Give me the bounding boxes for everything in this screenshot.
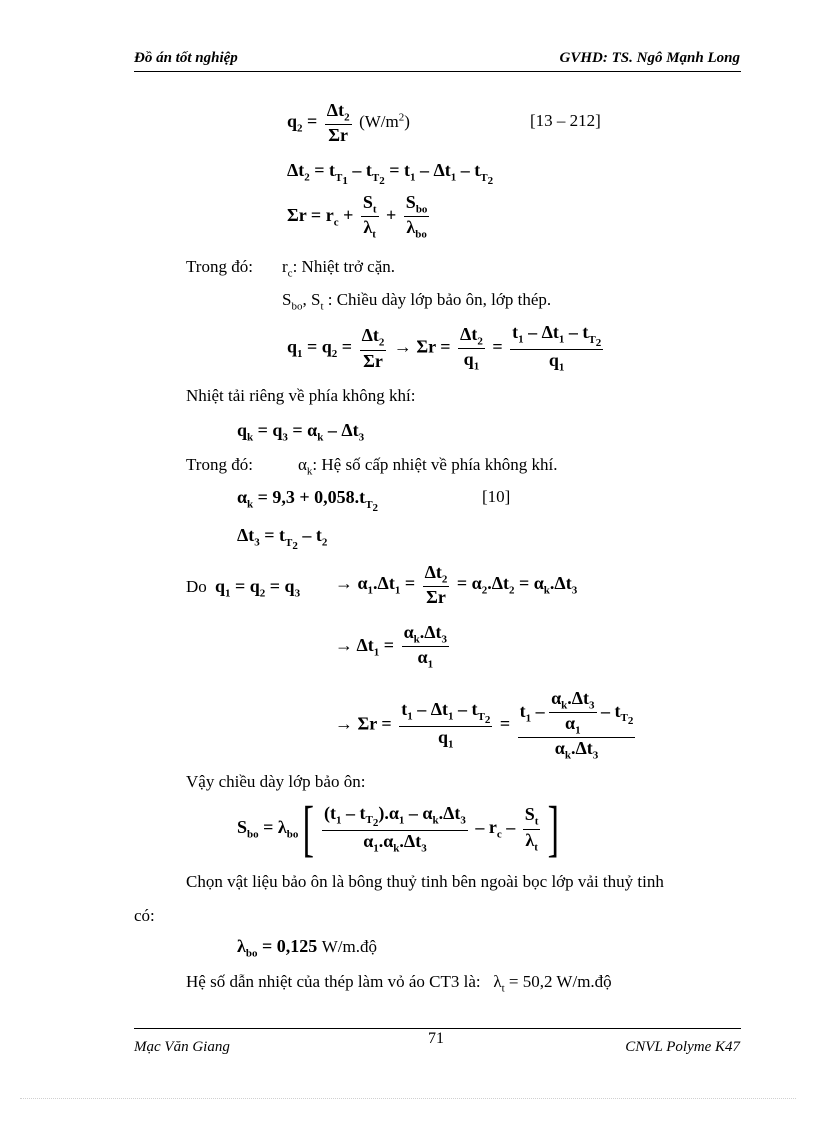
nhiet-tai-heading: Nhiệt tải riêng về phía không khí:	[186, 386, 416, 405]
equation-sum-r-final: → Σr = $\frac{t_1 - \Delta t_1 - t_{T_2}}{q_1}$ = $t_1$ – $\frac{\alpha_k.\Delta t_3}{\alpha_1}$ – $t_{T_2}$ $\alpha_k.\Delta t_3$	[335, 688, 634, 763]
page-number: 71	[428, 1030, 444, 1047]
equation-alpha-balance: → $\alpha_1.\Delta t_1$ = $\frac{\Delta t_2}{\Sigma r}$ = $\alpha_2.\Delta t_2 = \alpha_k.\Delta t_3$	[335, 562, 578, 608]
equation-dt2: $\Delta t_2 = t_{T_1} - t_{T_2} = t_1 - \Delta t_1 - t_{T_2}$	[287, 160, 494, 187]
equation-qk: $q_k = q_3 = \alpha_k - \Delta t_3$	[237, 420, 365, 444]
sbo-desc-text: : Chiều dày lớp bảo ôn, lớp thép.	[327, 290, 552, 309]
footer-left: Mạc Văn Giang	[134, 1039, 230, 1055]
equation-q1-q2: $q_1 = q_2$ = $\frac{\Delta t_2}{\Sigma r}$ → Σr = $\frac{\Delta t_2}{q_1}$ = $\frac{t_1 - \Delta t_1 - t_{T_2}}{q_1}$	[287, 322, 602, 375]
q2-unit-sup: 2	[398, 111, 405, 124]
equation-q2: $q_2$ = $\frac{\Delta t_2}{\Sigma r}$ $(W/m^2)$	[287, 100, 410, 146]
trong-do-label-2: Trong đó:	[186, 455, 253, 474]
footer-right: CNVL Polyme K47	[625, 1039, 740, 1055]
q2-unit: (W/m	[359, 112, 399, 132]
equation-q-equal: $q_1 = q_2 = q_3$	[215, 576, 301, 600]
ak-desc-text: : Hệ số cấp nhiệt về phía không khí.	[312, 455, 558, 474]
he-so-line: Hệ số dẫn nhiệt của thép làm vỏ áo CT3 là: $\lambda_t = 50,2$ W/m.độ	[186, 972, 612, 995]
equation-lambda-bo: $\lambda_{bo} = 0,125$ W/m.độ	[237, 936, 377, 960]
lambda-t-value: = 50,2 W/m.độ	[508, 972, 612, 991]
lambda-bo-unit: W/m.độ	[321, 937, 377, 956]
ak-description: $\alpha_k$: Hệ số cấp nhiệt về phía không khí.	[298, 455, 558, 478]
vay-heading: Vậy chiều dày lớp bảo ôn:	[186, 772, 366, 791]
header-left: Đồ án tốt nghiệp	[134, 50, 238, 66]
equation-dt3: $\Delta t_3 = t_{T_2} - t_2$	[237, 525, 328, 552]
header-rule	[134, 71, 741, 72]
q2-unit-close: )	[404, 112, 410, 132]
rc-desc-text: : Nhiệt trở cặn.	[292, 257, 396, 276]
equation-dt1: → $\Delta t_1$ = $\frac{\alpha_k.\Delta t_3}{\alpha_1}$	[335, 622, 448, 671]
sbo-description: $S_{bo}$, $S_t$ : Chiều dày lớp bảo ôn, lớp thép.	[282, 290, 552, 313]
ak-reference: [10]	[482, 487, 511, 506]
equation-ak: $\alpha_k = 9,3 + 0,058.t_{T_2}$	[237, 487, 379, 514]
equation-sum-r: $\Sigma r = r_c$ + $\frac{S_t}{\lambda_t}$ + $\frac{S_{bo}}{\lambda_{bo}}$	[287, 192, 428, 241]
trong-do-label-1: Trong đó:	[186, 257, 253, 276]
page-bottom-dots	[20, 1098, 796, 1099]
equation-sbo: $S_{bo} = \lambda_{bo}$[ $\frac{(t_1 - t_{T_2}).\alpha_1 - \alpha_k.\Delta t_3}{\alpha_1.\alpha_k.\Delta t_3}$ – $r_c$ – $\frac{S_t}{\lambda_t}$ ]	[237, 795, 560, 863]
he-so-text: Hệ số dẫn nhiệt của thép làm vỏ áo CT3 là:	[186, 972, 481, 991]
rc-description: $r_c$: Nhiệt trở cặn.	[282, 257, 396, 280]
chon-line-1: Chọn vật liệu bảo ôn là bông thuỷ tinh bên ngoài bọc lớp vải thuỷ tinh	[186, 872, 664, 891]
q2-reference: [13 – 212]	[530, 111, 601, 130]
lambda-bo-value: 0,125	[276, 936, 318, 956]
footer-rule	[134, 1028, 741, 1029]
do-label: Do	[186, 577, 207, 596]
chon-line-2: có:	[134, 906, 155, 925]
header-right: GVHD: TS. Ngô Mạnh Long	[559, 50, 740, 66]
